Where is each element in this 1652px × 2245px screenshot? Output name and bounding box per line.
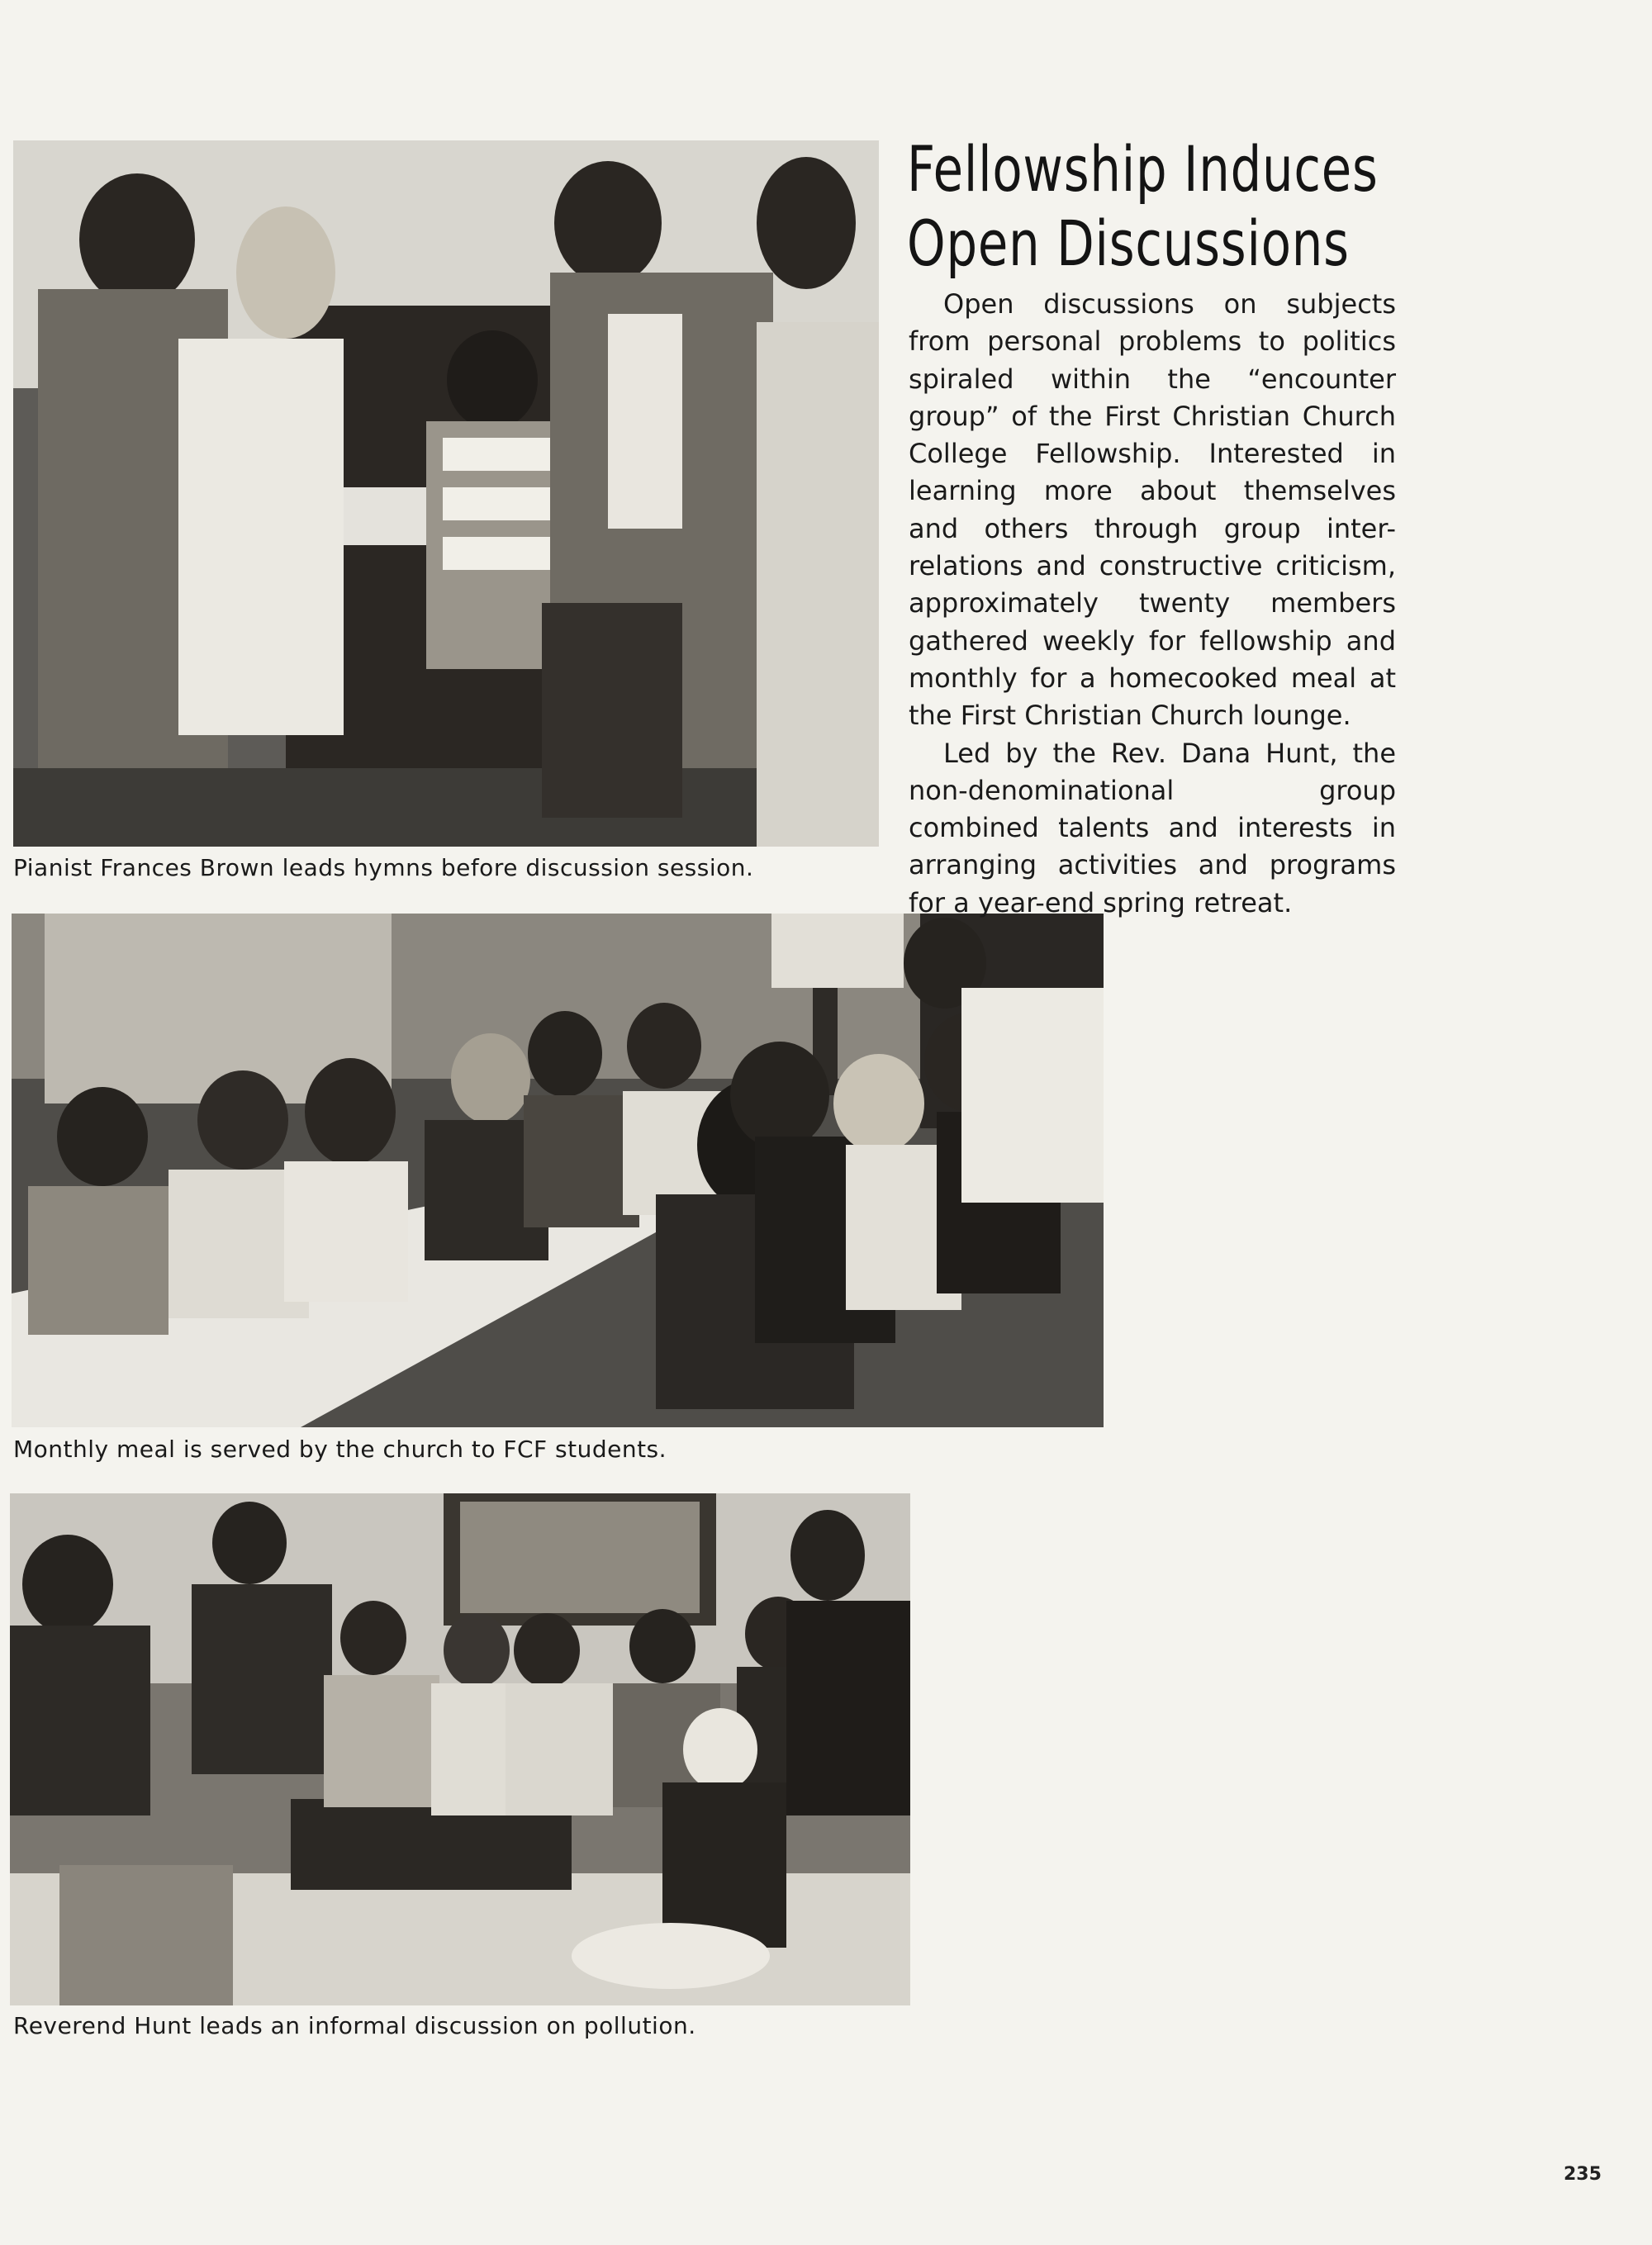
- article-paragraph-2: Led by the Rev. Dana Hunt, the non-denominational group combined talents and interests in arranging activities and programs for a year-end spring retreat.: [909, 737, 1396, 918]
- headline-line-2: Open Discussions: [907, 206, 1350, 280]
- photo-pianist-hymns-image: [13, 140, 879, 847]
- photo-informal-discussion-image: [10, 1493, 910, 2005]
- caption-photo-2: Monthly meal is served by the church to FCF students.: [13, 1436, 667, 1463]
- photo-informal-discussion: [10, 1493, 910, 2005]
- photo-monthly-meal: [12, 914, 1104, 1427]
- article-body: [909, 286, 1396, 922]
- caption-photo-3: Reverend Hunt leads an informal discussion on pollution.: [13, 2012, 696, 2039]
- photo-monthly-meal-image: [12, 914, 1104, 1427]
- page-number: 235: [1564, 2164, 1602, 2185]
- headline-line-1: Fellowship Induces: [907, 132, 1379, 206]
- article-headline: [907, 132, 1379, 281]
- photo-pianist-hymns: [13, 140, 879, 847]
- article-paragraph-1: Open discussions on subjects from personal problems to politics spiraled within the “encounter group” of the First Christian Church College Fellowship. Interested in learning more about themselves and others through group inter-relations and constructive criticism, approximately twenty members gathered weekly for fellowship and monthly for a homecooked meal at the First Christian Church lounge.: [909, 288, 1396, 732]
- caption-photo-1: Pianist Frances Brown leads hymns before discussion session.: [13, 854, 754, 881]
